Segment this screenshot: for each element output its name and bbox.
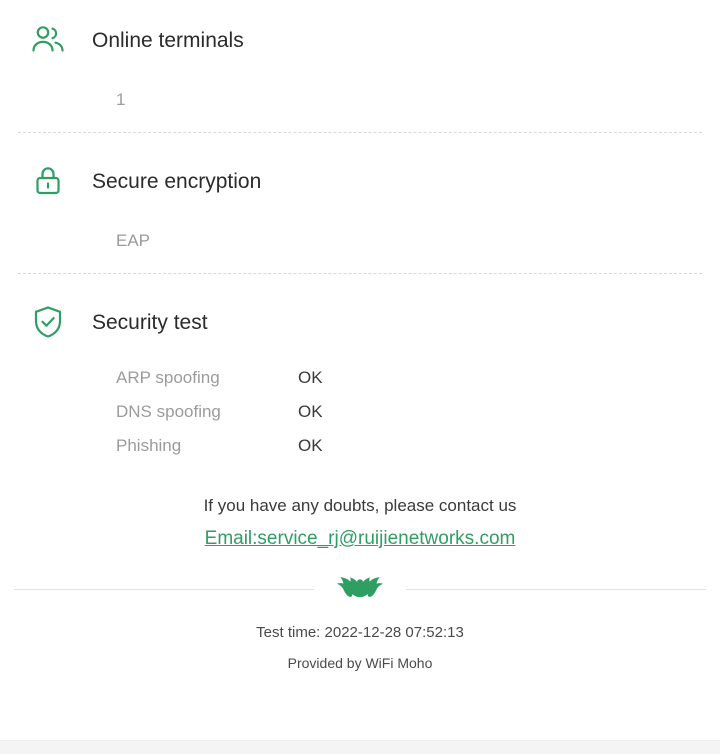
contact-prompt: If you have any doubts, please contact us xyxy=(203,496,517,515)
footer xyxy=(0,624,720,671)
test-result: OK xyxy=(298,436,323,455)
section-body xyxy=(20,203,700,273)
section-security-test xyxy=(0,274,720,456)
section-header xyxy=(20,18,700,62)
section-title: Online terminals xyxy=(92,28,244,52)
test-label: ARP spoofing xyxy=(116,368,220,387)
provider-label: Provided by WiFi Moho xyxy=(287,655,433,671)
test-time: Test time: 2022-12-28 07:52:13 xyxy=(256,624,464,641)
section-secure-encryption xyxy=(0,133,720,273)
divider xyxy=(406,589,706,590)
test-label: Phishing xyxy=(116,436,182,455)
section-header xyxy=(20,300,700,344)
table-row xyxy=(116,368,700,388)
secure-encryption-value: EAP xyxy=(116,231,151,250)
section-body xyxy=(20,344,700,456)
test-label: DNS spoofing xyxy=(116,402,221,421)
section-title: Security test xyxy=(92,310,208,334)
table-row xyxy=(116,402,700,422)
bat-logo-icon xyxy=(314,576,406,602)
section-title: Secure encryption xyxy=(92,169,262,193)
contact-email-link[interactable]: Email:service_rj@ruijienetworks.com xyxy=(204,528,516,549)
contact-block xyxy=(0,496,720,550)
bottom-strip xyxy=(0,740,720,754)
shield-check-icon xyxy=(26,300,70,344)
lock-icon xyxy=(26,159,70,203)
table-row xyxy=(116,436,700,456)
test-result: OK xyxy=(298,368,323,387)
section-header xyxy=(20,159,700,203)
divider xyxy=(14,589,314,590)
logo-divider xyxy=(0,576,720,602)
section-online-terminals xyxy=(0,0,720,132)
section-body xyxy=(20,62,700,132)
online-terminals-value: 1 xyxy=(116,90,126,109)
test-result: OK xyxy=(298,402,323,421)
people-icon xyxy=(26,18,70,62)
